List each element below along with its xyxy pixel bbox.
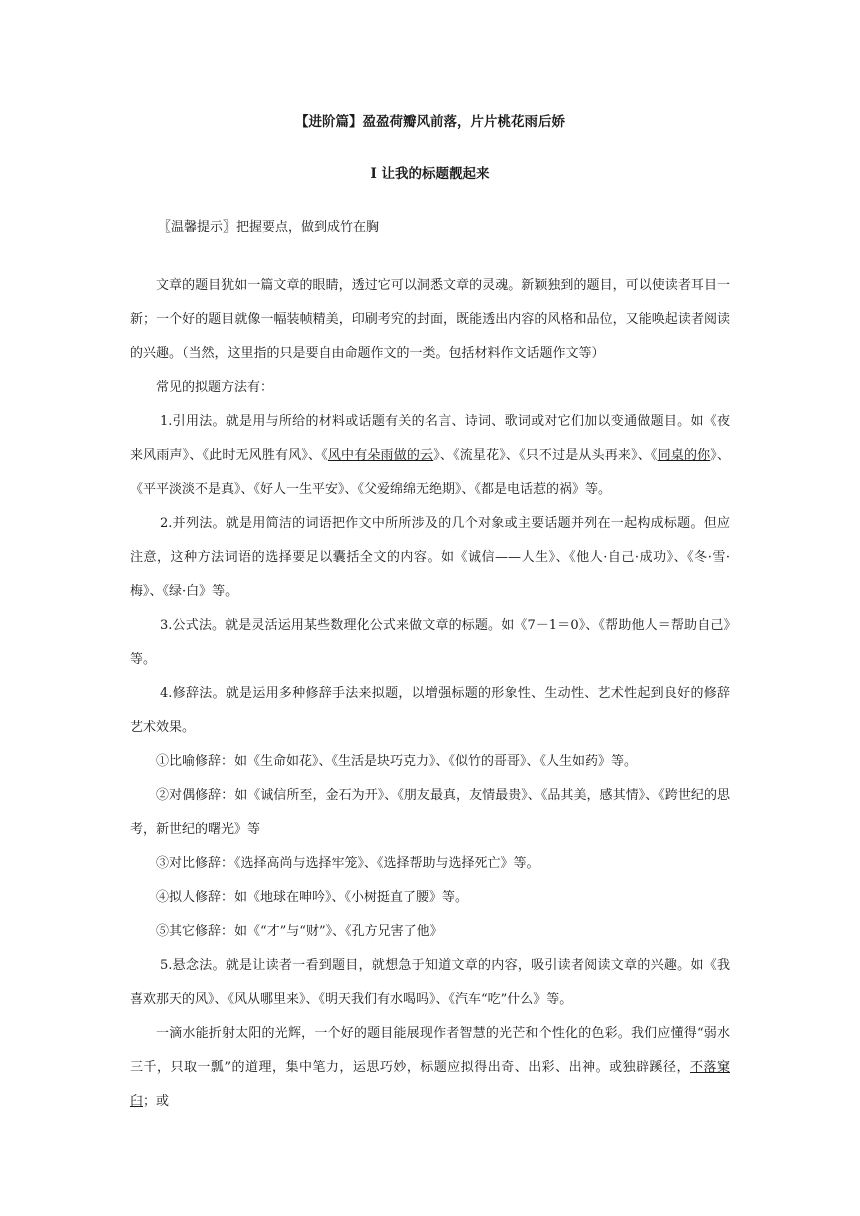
- method-1-text-b: 》、《流星花》、《只不过是从头再来》、《: [433, 448, 658, 463]
- paragraph-rhetoric-1: ①比喻修辞：如《生命如花》、《生活是块巧克力》、《似竹的哥哥》、《人生如药》等。: [156, 754, 638, 769]
- paragraph-rhetoric-3: ③对比修辞：《选择高尚与选择牢笼》、《选择帮助与选择死亡》等。: [156, 856, 540, 871]
- paragraph-method-4: 4.修辞法。就是运用多种修辞手法来拟题，以增强标题的形象性、生动性、艺术性起到良好的修辞艺术效果。: [130, 686, 730, 735]
- paragraph-method-3: 3.公式法。就是灵活运用某些数理化公式来做文章的标题。如《7－1＝0》、《帮助他人＝帮助自己》等。: [130, 618, 730, 667]
- paragraph-closing: [130, 1017, 730, 1119]
- paragraph-rhetoric-4: ④拟人修辞：如《地球在呻吟》、《小树挺直了腰》等。: [156, 890, 469, 905]
- underlined-phrase: 不落窠臼: [130, 1060, 730, 1109]
- paragraph-methods-heading: 常见的拟题方法有：: [156, 380, 274, 395]
- paragraph-method-1: [130, 405, 730, 507]
- paragraph-method-5: 5.悬念法。就是让读者一看到题目，就想急于知道文章的内容，吸引读者阅读文章的兴趣。如《我喜欢那天的风》、《风从哪里来》、《明天我们有水喝吗》、《汽车“吃”什么》等。: [130, 958, 730, 1007]
- method-1-text-a: 1.引用法。就是用与所给的材料或话题有关的名言、诗词、歌词或对它们加以变通做题目。如《夜来风雨声》、《此时无风胜有风》、《: [130, 414, 730, 463]
- document-body: [130, 269, 730, 1119]
- page-title: 【进阶篇】盈盈荷瓣风前落，片片桃花雨后娇: [295, 114, 565, 130]
- underlined-title-1: 风中有朵雨做的云: [327, 448, 434, 463]
- section-heading: Ⅰ 让我的标题靓起来: [370, 166, 490, 182]
- tip-line: 〖温馨提示〗把握要点，做到成竹在胸: [158, 220, 380, 235]
- method-1-text-c: 》、《平平淡淡不是真》、《好人一生平安》、《父爱绵绵无绝期》、《都是电话惹的祸》等。: [130, 448, 730, 497]
- underlined-title-2: 同桌的你: [657, 448, 711, 463]
- paragraph-method-2: 2.并列法。就是用简洁的词语把作文中所所涉及的几个对象或主要话题并列在一起构成标题。但应注意，这种方法词语的选择要足以囊括全文的内容。如《诚信——人生》、《他人·自己·成功》、《冬·雪·梅》、《绿·白》等。: [130, 516, 730, 599]
- paragraph-rhetoric-5: ⑤其它修辞：如《“才”与“财”》、《孔方兄害了他》: [156, 924, 443, 939]
- paragraph-intro: 文章的题目犹如一篇文章的眼睛，透过它可以洞悉文章的灵魂。新颖独到的题目，可以使读者耳目一新；一个好的题目就像一幅装帧精美，印刷考究的封面，既能透出内容的风格和品位，又能唤起读者阅读的兴趣。（当然，这里指的只是要自由命题作文的一类。包括材料作文话题作文等）: [130, 278, 730, 361]
- closing-text-a: 一滴水能折射太阳的光辉，一个好的题目能展现作者智慧的光芒和个性化的色彩。我们应懂得“弱水三千，只取一瓢”的道理，集中笔力，运思巧妙，标题应拟得出奇、出彩、出神。或独辟蹊径，: [130, 1026, 730, 1075]
- paragraph-rhetoric-2: ②对偶修辞：如《诚信所至，金石为开》、《朋友最真，友情最贵》、《品其美，感其情》、《跨世纪的思考，新世纪的曙光》等: [130, 788, 730, 837]
- closing-text-b: ；或: [143, 1094, 170, 1109]
